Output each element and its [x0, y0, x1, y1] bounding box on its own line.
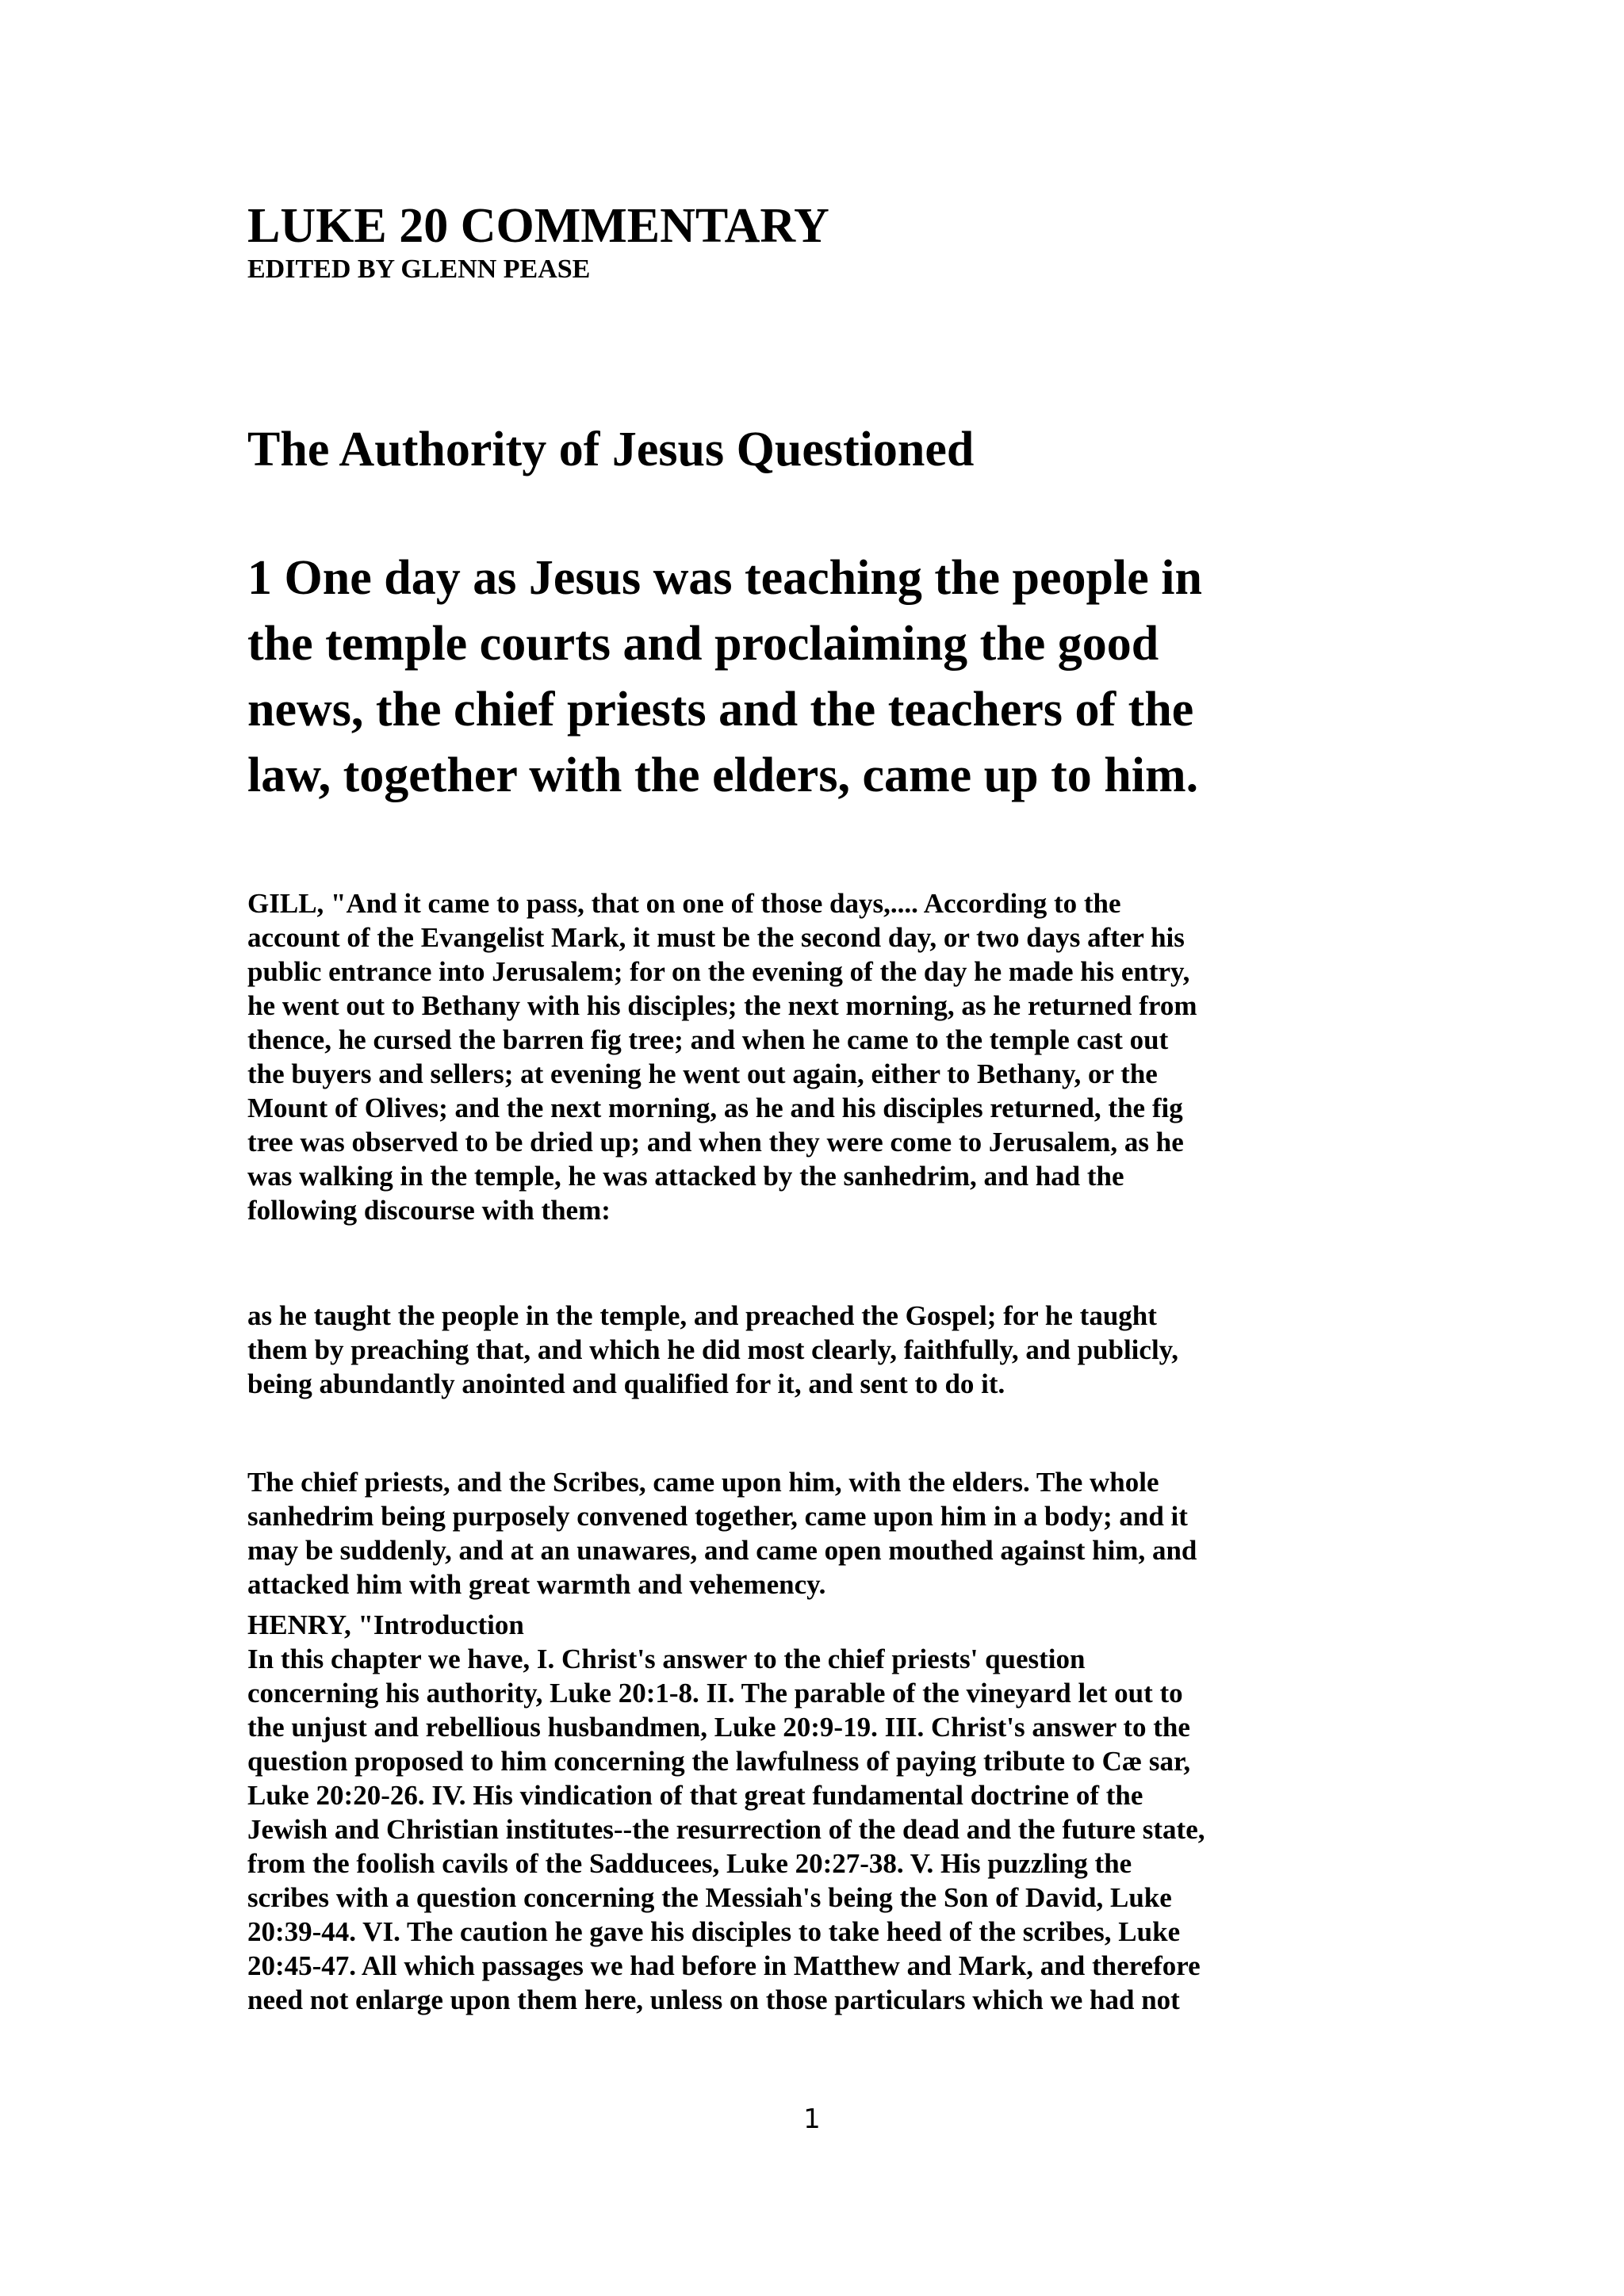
paragraph-line: following discourse with them: [247, 1195, 611, 1226]
paragraph-line: the buyers and sellers; at evening he went out again, either to Bethany, or the [247, 1058, 1158, 1089]
paragraph-line: he went out to Bethany with his disciples; the next morning, as he returned from [247, 990, 1197, 1021]
verse-line: news, the chief priests and the teachers of the [247, 683, 1194, 737]
paragraph-line: HENRY, "Introduction [247, 1609, 524, 1640]
paragraph-line: account of the Evangelist Mark, it must be the second day, or two days after his [247, 922, 1185, 953]
paragraph-line: sanhedrim being purposely convened together, came upon him in a body; and it [247, 1501, 1188, 1532]
paragraph-line: being abundantly anointed and qualified for it, and sent to do it. [247, 1368, 1005, 1399]
section-heading: The Authority of Jesus Questioned [247, 423, 975, 476]
paragraph-line: attacked him with great warmth and vehemency. [247, 1569, 826, 1600]
paragraph-line: question proposed to him concerning the lawfulness of paying tribute to Cæ sar, [247, 1746, 1191, 1777]
verse-text [247, 545, 1405, 809]
paragraph-line: concerning his authority, Luke 20:1-8. II. The parable of the vineyard let out to [247, 1678, 1183, 1709]
paragraph-line: In this chapter we have, I. Christ's answer to the chief priests' question [247, 1644, 1086, 1674]
gill-commentary-paragraph [247, 1465, 1405, 1601]
page-number: 1 [803, 2103, 821, 2135]
paragraph-line: 20:45-47. All which passages we had before in Matthew and Mark, and therefore [247, 1950, 1201, 1981]
paragraph-line: thence, he cursed the barren fig tree; and when he came to the temple cast out [247, 1024, 1169, 1055]
document-header [247, 198, 1397, 285]
paragraph-line: tree was observed to be dried up; and when they were come to Jerusalem, as he [247, 1127, 1184, 1158]
paragraph-line: 20:39-44. VI. The caution he gave his disciples to take heed of the scribes, Luke [247, 1916, 1181, 1947]
paragraph-line: need not enlarge upon them here, unless on those particulars which we had not [247, 1984, 1180, 2015]
document-title: LUKE 20 COMMENTARY [247, 199, 829, 253]
document-subtitle: EDITED BY GLENN PEASE [247, 254, 591, 284]
paragraph-line: Luke 20:20-26. IV. His vindication of that great fundamental doctrine of the [247, 1780, 1143, 1811]
paragraph-line: from the foolish cavils of the Sadducees, Luke 20:27-38. V. His puzzling the [247, 1848, 1132, 1879]
verse-line: the temple courts and proclaiming the good [247, 617, 1159, 671]
paragraph-line: may be suddenly, and at an unawares, and came open mouthed against him, and [247, 1535, 1197, 1566]
paragraph-line: Jewish and Christian institutes--the resurrection of the dead and the future state, [247, 1814, 1205, 1845]
paragraph-line: GILL, "And it came to pass, that on one of those days,.... According to the [247, 888, 1121, 919]
henry-commentary-paragraph [247, 1608, 1405, 2017]
paragraph-line: them by preaching that, and which he did most clearly, faithfully, and publicly, [247, 1334, 1178, 1365]
verse-line: law, together with the elders, came up to him. [247, 748, 1199, 802]
paragraph-line: as he taught the people in the temple, and preached the Gospel; for he taught [247, 1300, 1157, 1331]
paragraph-line: The chief priests, and the Scribes, came upon him, with the elders. The whole [247, 1467, 1159, 1498]
paragraph-line: scribes with a question concerning the Messiah's being the Son of David, Luke [247, 1882, 1172, 1913]
gill-commentary-paragraph [247, 1299, 1405, 1401]
verse-line: 1 One day as Jesus was teaching the people in [247, 551, 1202, 605]
paragraph-line: Mount of Olives; and the next morning, as he and his disciples returned, the fig [247, 1093, 1183, 1123]
paragraph-line: was walking in the temple, he was attacked by the sanhedrim, and had the [247, 1161, 1124, 1192]
paragraph-line: public entrance into Jerusalem; for on the evening of the day he made his entry, [247, 956, 1190, 987]
paragraph-line: the unjust and rebellious husbandmen, Luke 20:9-19. III. Christ's answer to the [247, 1712, 1190, 1743]
gill-commentary-paragraph [247, 886, 1405, 1227]
